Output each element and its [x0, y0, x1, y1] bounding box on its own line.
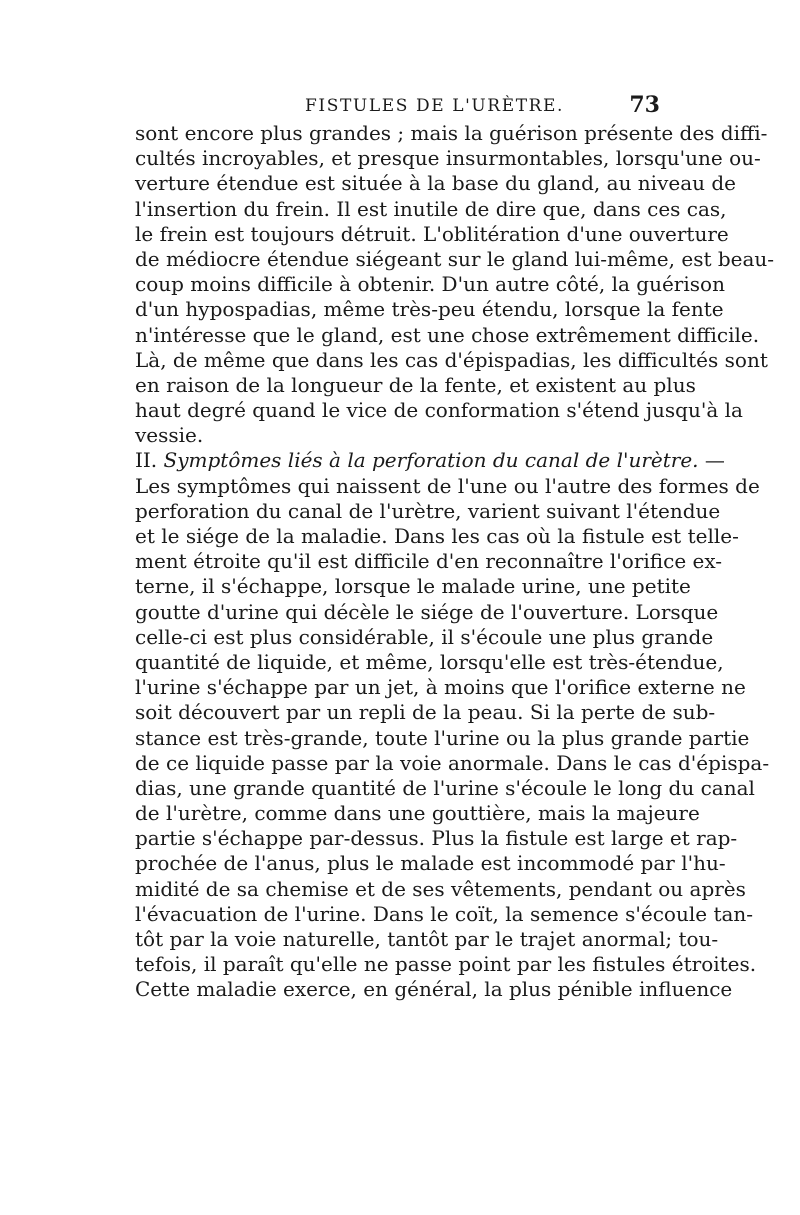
body-text	[135, 121, 775, 1003]
section-dash: —	[704, 448, 725, 473]
section-number: II.	[135, 448, 158, 473]
text-line: d'un hypospadias, même très-peu étendu, lorsque la fente	[135, 297, 724, 322]
text-line: soit découvert par un repli de la peau. Si la perte de sub-	[135, 700, 716, 725]
text-line: terne, il s'échappe, lorsque le malade urine, une petite	[135, 574, 691, 599]
text-line: perforation du canal de l'urètre, varient suivant l'étendue	[135, 498, 721, 523]
text-line: et le siége de la maladie. Dans les cas où la fistule est telle-	[135, 524, 739, 548]
text-line: l'évacuation de l'urine. Dans le coït, la semence s'écoule tan-	[135, 901, 754, 926]
paragraph-symptoms	[135, 473, 770, 1003]
text-line: sont encore plus grandes ; mais la guérison présente des diffi-	[135, 121, 768, 145]
text-line: coup moins difficile à obtenir. D'un autre côté, la guérison	[135, 272, 725, 297]
text-line: tôt par la voie naturelle, tantôt par le trajet anormal; tou-	[135, 927, 719, 951]
text-line: quantité de liquide, et même, lorsqu'elle est très-étendue,	[135, 649, 724, 674]
text-line: de médiocre étendue siégeant sur le gland lui-même, est beau-	[135, 246, 775, 271]
text-line: l'urine s'échappe par un jet, à moins que l'orifice externe ne	[135, 675, 746, 700]
text-line: de l'urètre, comme dans une gouttière, mais la majeure	[135, 801, 700, 826]
section-title: Symptômes liés à la perforation du canal de l'urètre.	[163, 448, 699, 473]
text-line: stance est très-grande, toute l'urine ou la plus grande partie	[135, 725, 750, 750]
page-number: 73	[629, 92, 660, 118]
text-line: l'insertion du frein. Il est inutile de dire que, dans ces cas,	[135, 196, 727, 221]
text-line: Les symptômes qui naissent de l'une ou l'autre des formes de	[135, 473, 760, 498]
text-line: en raison de la longueur de la fente, et existent au plus	[135, 372, 696, 397]
text-line: celle-ci est plus considérable, il s'écoule une plus grande	[135, 624, 714, 649]
text-line: verture étendue est située à la base du gland, au niveau de	[135, 171, 737, 196]
text-line: cultés incroyables, et presque insurmontables, lorsqu'une ou-	[135, 146, 761, 171]
text-line: haut degré quand le vice de conformation s'étend jusqu'à la	[135, 398, 743, 423]
text-line: Cette maladie exerce, en général, la plus pénible influence	[135, 977, 733, 1002]
page-header	[135, 92, 660, 122]
text-line: prochée de l'anus, plus le malade est incommodé par l'hu-	[135, 851, 726, 876]
text-line: le frein est toujours détruit. L'oblitération d'une ouverture	[135, 221, 729, 246]
text-line: goutte d'urine qui décèle le siége de l'ouverture. Lorsque	[135, 599, 719, 624]
text-line: vessie.	[135, 423, 204, 448]
running-title: FISTULES DE L'URÈTRE.	[305, 96, 565, 116]
text-line: Là, de même que dans les cas d'épispadias, les difficultés sont	[135, 347, 768, 372]
text-line: ment étroite qu'il est difficile d'en reconnaître l'orifice ex-	[135, 549, 723, 574]
text-line: n'intéresse que le gland, est une chose extrêmement difficile.	[135, 322, 760, 347]
text-line: partie s'échappe par-dessus. Plus la fistule est large et rap-	[135, 826, 738, 851]
text-line: midité de sa chemise et de ses vêtements, pendant ou après	[135, 876, 746, 901]
text-line: tefois, il paraît qu'elle ne passe point par les fistules étroites.	[135, 952, 757, 977]
text-line: de ce liquide passe par la voie anormale. Dans le cas d'épispa-	[135, 750, 770, 775]
paragraph-continued	[135, 121, 775, 448]
section-heading-line	[135, 448, 725, 473]
text-line: dias, une grande quantité de l'urine s'écoule le long du canal	[135, 775, 755, 800]
